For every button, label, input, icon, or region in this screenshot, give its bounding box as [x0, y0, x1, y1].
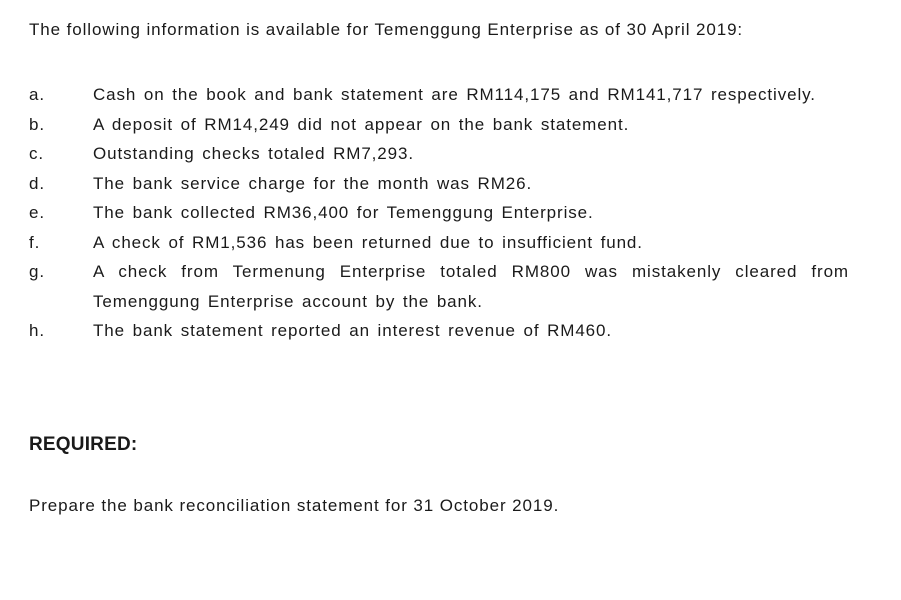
- item-marker: h.: [29, 321, 45, 340]
- list-item: [29, 257, 849, 316]
- item-marker: c.: [29, 144, 45, 163]
- item-marker: f.: [29, 232, 41, 252]
- item-text: A check from Termenung Enterprise totaled RM800 was mistakenly cleared from Temenggung Enterprise account by the bank.: [93, 262, 849, 311]
- item-text: A check of RM1,536 has been returned due to insufficient fund.: [93, 232, 643, 252]
- item-marker: g.: [29, 262, 45, 281]
- item-text: Cash on the book and bank statement are RM114,175 and RM141,717 respectively.: [93, 85, 816, 104]
- item-marker: d.: [29, 173, 45, 193]
- item-marker: e.: [29, 203, 45, 222]
- item-marker: b.: [29, 114, 45, 134]
- item-text: Outstanding checks totaled RM7,293.: [93, 144, 414, 163]
- task-text: Prepare the bank reconciliation statement for 31 October 2019.: [29, 496, 560, 515]
- list-item: [29, 198, 849, 228]
- list-item: [29, 316, 849, 346]
- item-text: The bank service charge for the month was RM26.: [93, 173, 533, 193]
- item-text: A deposit of RM14,249 did not appear on the bank statement.: [93, 114, 630, 134]
- list-item: [29, 80, 849, 110]
- list-item: [29, 228, 849, 258]
- item-text: The bank collected RM36,400 for Temenggung Enterprise.: [93, 203, 594, 222]
- list-item: [29, 169, 849, 199]
- list-item: [29, 139, 849, 169]
- item-text: The bank statement reported an interest revenue of RM460.: [93, 321, 613, 340]
- information-list: [29, 80, 849, 346]
- intro-text: The following information is available for Temenggung Enterprise as of 30 April 2019:: [29, 20, 744, 39]
- item-marker: a.: [29, 85, 45, 104]
- list-item: [29, 110, 849, 140]
- required-heading: REQUIRED:: [29, 434, 138, 455]
